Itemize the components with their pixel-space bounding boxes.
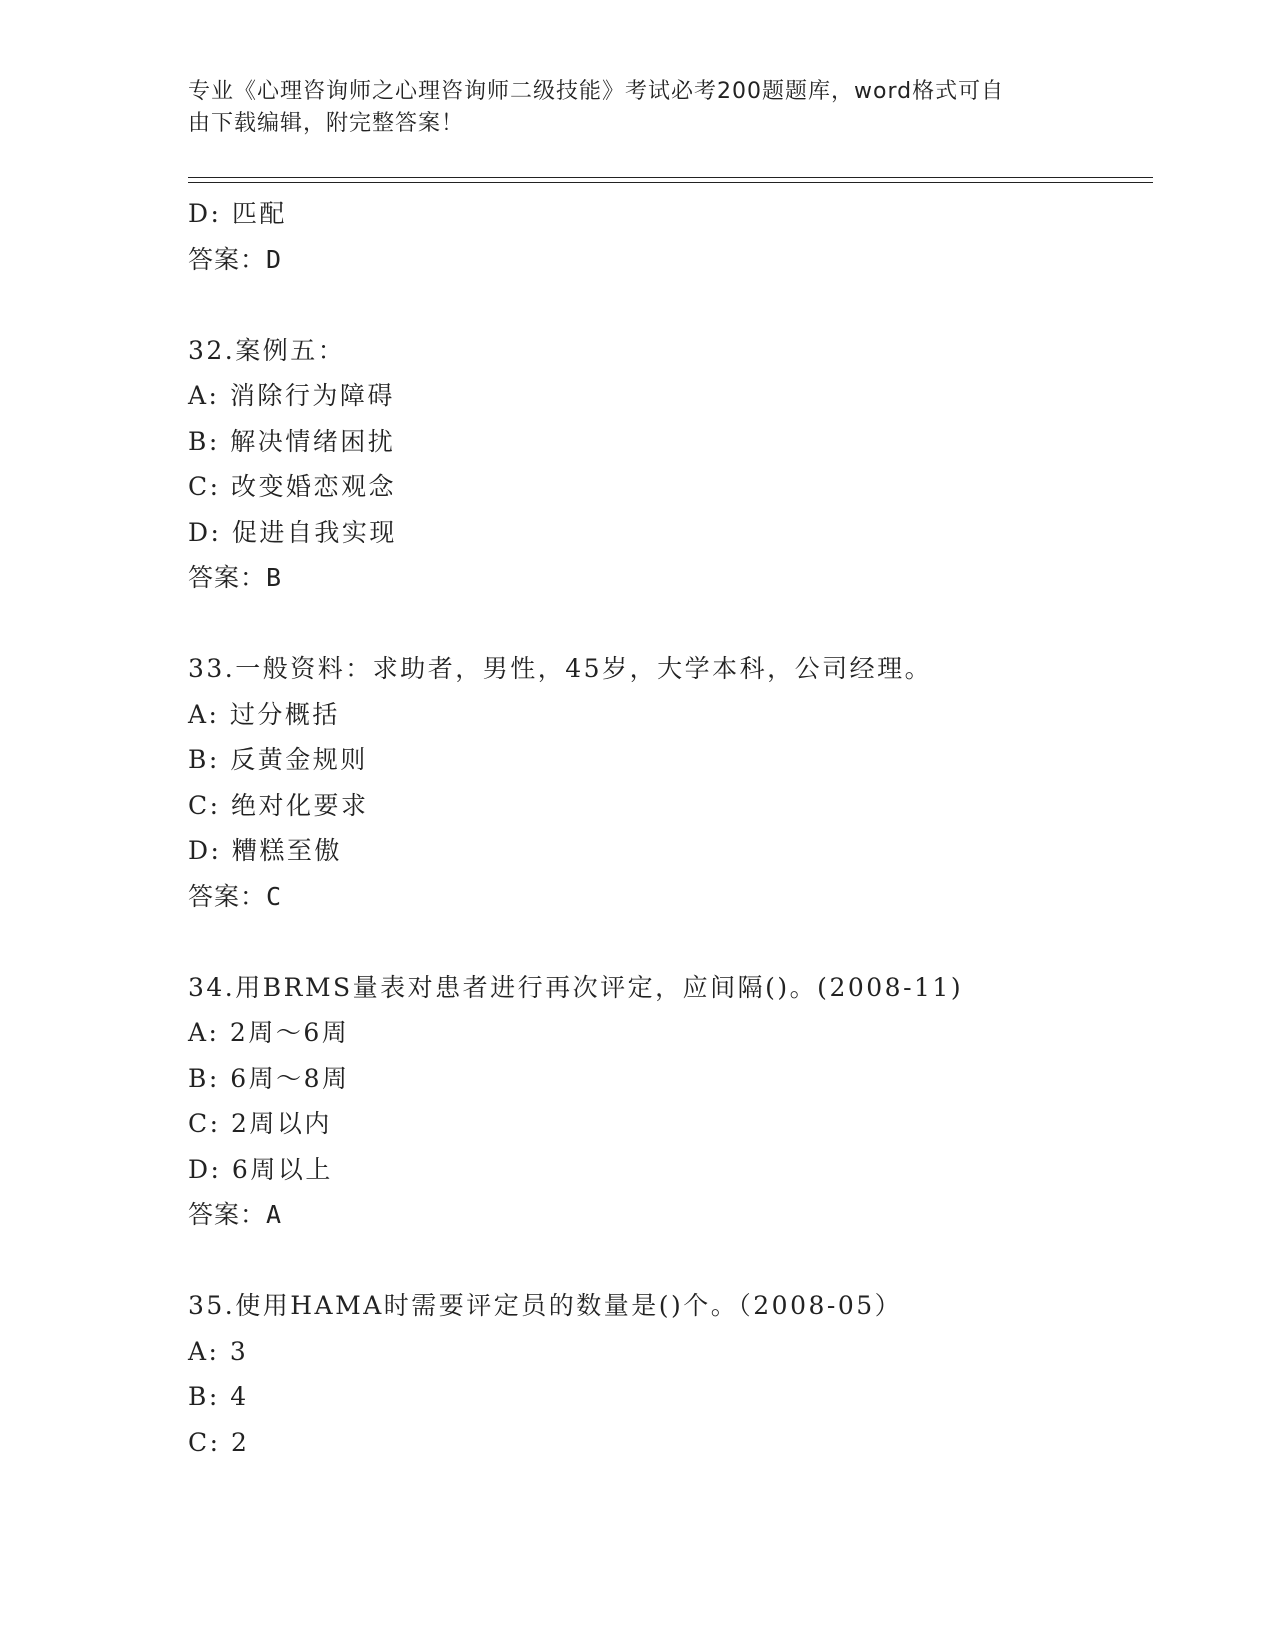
option-text: D: 匹配: [188, 199, 287, 228]
spacer: [188, 601, 1148, 647]
option-text: B: 反黄金规则: [188, 745, 368, 774]
option-text: C: 改变婚恋观念: [188, 472, 396, 501]
option-text: B: 6周～8周: [188, 1063, 350, 1093]
question-text: 33.一般资料：求助者，男性，45岁，大学本科，公司经理。: [188, 654, 933, 683]
header-line-1: 专业《心理咨询师之心理咨询师二级技能》考试必考200题题库，word格式可自: [188, 79, 1005, 104]
spacer: [188, 919, 1148, 965]
option-text: A: 2周～6周: [188, 1018, 350, 1047]
header-divider-bottom: [188, 182, 1153, 183]
option-text: A: 3: [188, 1336, 249, 1366]
option-text: D: 糟糕至傲: [188, 836, 342, 865]
option-text: A: 消除行为障碍: [188, 381, 395, 410]
question-text: 35.使用HAMA时需要评定员的数量是()个。（2008-05）: [188, 1291, 903, 1320]
option-text: B: 解决情绪困扰: [188, 426, 396, 456]
answer-text: 答案：A: [188, 1200, 283, 1229]
option-text: C: 2: [188, 1427, 250, 1457]
header-divider-top: [188, 177, 1153, 178]
question-text: 34.用BRMS量表对患者进行再次评定，应间隔()。(2008-11): [188, 972, 964, 1002]
answer-text: 答案：B: [188, 563, 283, 592]
spacer: [188, 1238, 1148, 1284]
option-text: C: 绝对化要求: [188, 790, 369, 820]
option-text: C: 2周以内: [188, 1109, 332, 1138]
header-line-2: 由下载编辑，附完整答案！: [188, 111, 465, 136]
spacer: [188, 282, 1148, 328]
option-text: A: 过分概括: [188, 699, 340, 729]
question-list: [188, 191, 1148, 1465]
answer-text: 答案：C: [188, 881, 283, 911]
option-text: D: 促进自我实现: [188, 517, 397, 547]
answer-text: 答案：D: [188, 244, 283, 274]
option-text: D: 6周以上: [188, 1154, 333, 1184]
question-text: 32.案例五：: [188, 335, 346, 365]
option-text: B: 4: [188, 1382, 249, 1411]
document-header: [188, 76, 1068, 140]
